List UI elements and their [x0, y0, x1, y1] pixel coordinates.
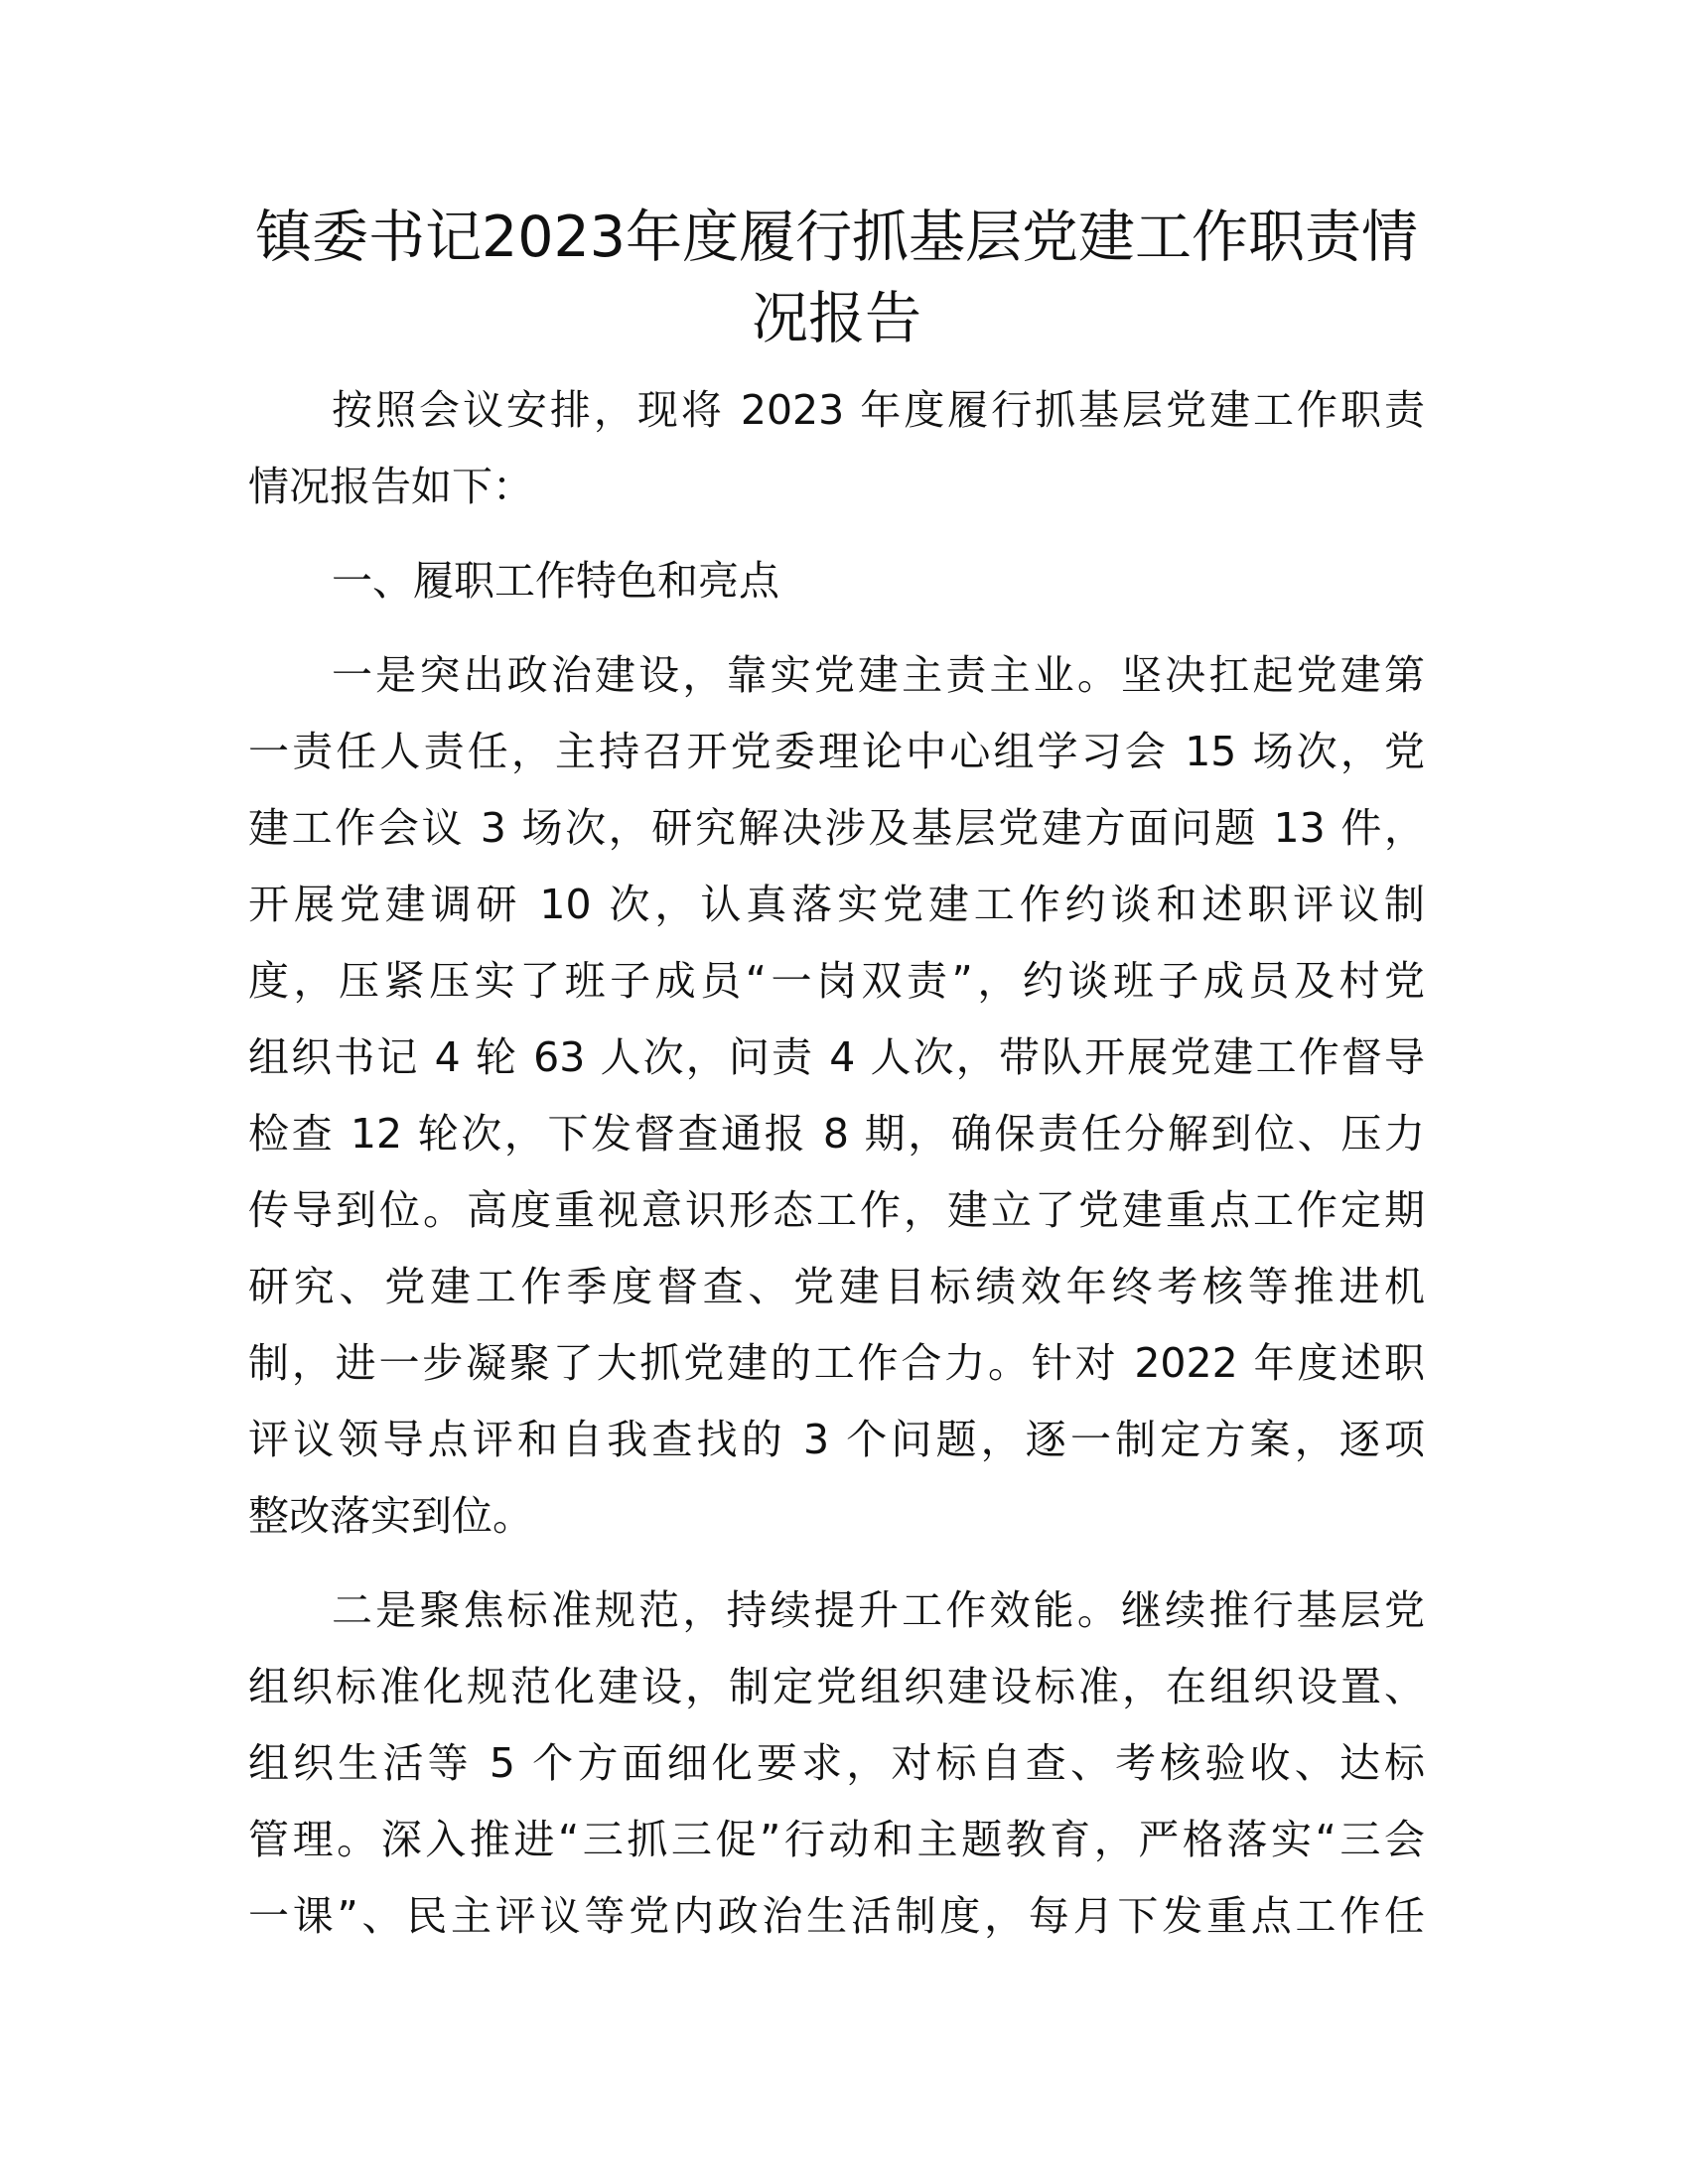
paragraph — [248, 1572, 1425, 1955]
text-line: 管理。深入推进“三抓三促”行动和主题教育，严格落实“三会 — [248, 1816, 1425, 1863]
paragraph — [248, 637, 1425, 1555]
text-line: 评议领导点评和自我查找的 3 个问题，逐一制定方案，逐项 — [248, 1416, 1425, 1463]
title-line: 镇委书记2023年度履行抓基层党建工作职责情 — [254, 205, 1419, 270]
title-line: 况报告 — [752, 286, 921, 351]
section-heading — [248, 543, 1425, 619]
text-line: 按照会议安排，现将 2023 年度履行抓基层党建工作职责 — [332, 386, 1425, 434]
text-line: 一责任人责任，主持召开党委理论中心组学习会 15 场次，党 — [248, 728, 1425, 775]
text-line: 组织书记 4 轮 63 人次，问责 4 人次，带队开展党建工作督导 — [248, 1033, 1425, 1081]
text-line: 检查 12 轮次，下发督查通报 8 期，确保责任分解到位、压力 — [248, 1110, 1425, 1158]
text-line: 传导到位。高度重视意识形态工作，建立了党建重点工作定期 — [248, 1186, 1425, 1234]
text-line: 度，压紧压实了班子成员“一岗双责”，约谈班子成员及村党 — [248, 957, 1425, 1005]
text-line: 一课”、民主评议等党内政治生活制度，每月下发重点工作任 — [248, 1892, 1425, 1940]
text-line: 组织标准化规范化建设，制定党组织建设标准，在组织设置、 — [248, 1663, 1425, 1710]
text-line: 制，进一步凝聚了大抓党建的工作合力。针对 2022 年度述职 — [248, 1339, 1425, 1387]
text-line: 整改落实到位。 — [248, 1492, 533, 1540]
paragraph — [248, 372, 1425, 525]
text-line: 二是聚焦标准规范，持续提升工作效能。继续推行基层党 — [332, 1586, 1425, 1634]
text-line: 一是突出政治建设，靠实党建主责主业。坚决扛起党建第 — [332, 651, 1425, 699]
text-line: 开展党建调研 10 次，认真落实党建工作约谈和述职评议制 — [248, 881, 1425, 928]
text-line: 情况报告如下： — [248, 463, 533, 510]
document-body — [248, 372, 1425, 1973]
text-line: 一、履职工作特色和亮点 — [332, 557, 779, 605]
text-line: 建工作会议 3 场次，研究解决涉及基层党建方面问题 13 件， — [248, 804, 1425, 852]
text-line: 研究、党建工作季度督查、党建目标绩效年终考核等推进机 — [248, 1263, 1425, 1310]
document-title — [248, 197, 1425, 359]
text-line: 组织生活等 5 个方面细化要求，对标自查、考核验收、达标 — [248, 1739, 1425, 1787]
